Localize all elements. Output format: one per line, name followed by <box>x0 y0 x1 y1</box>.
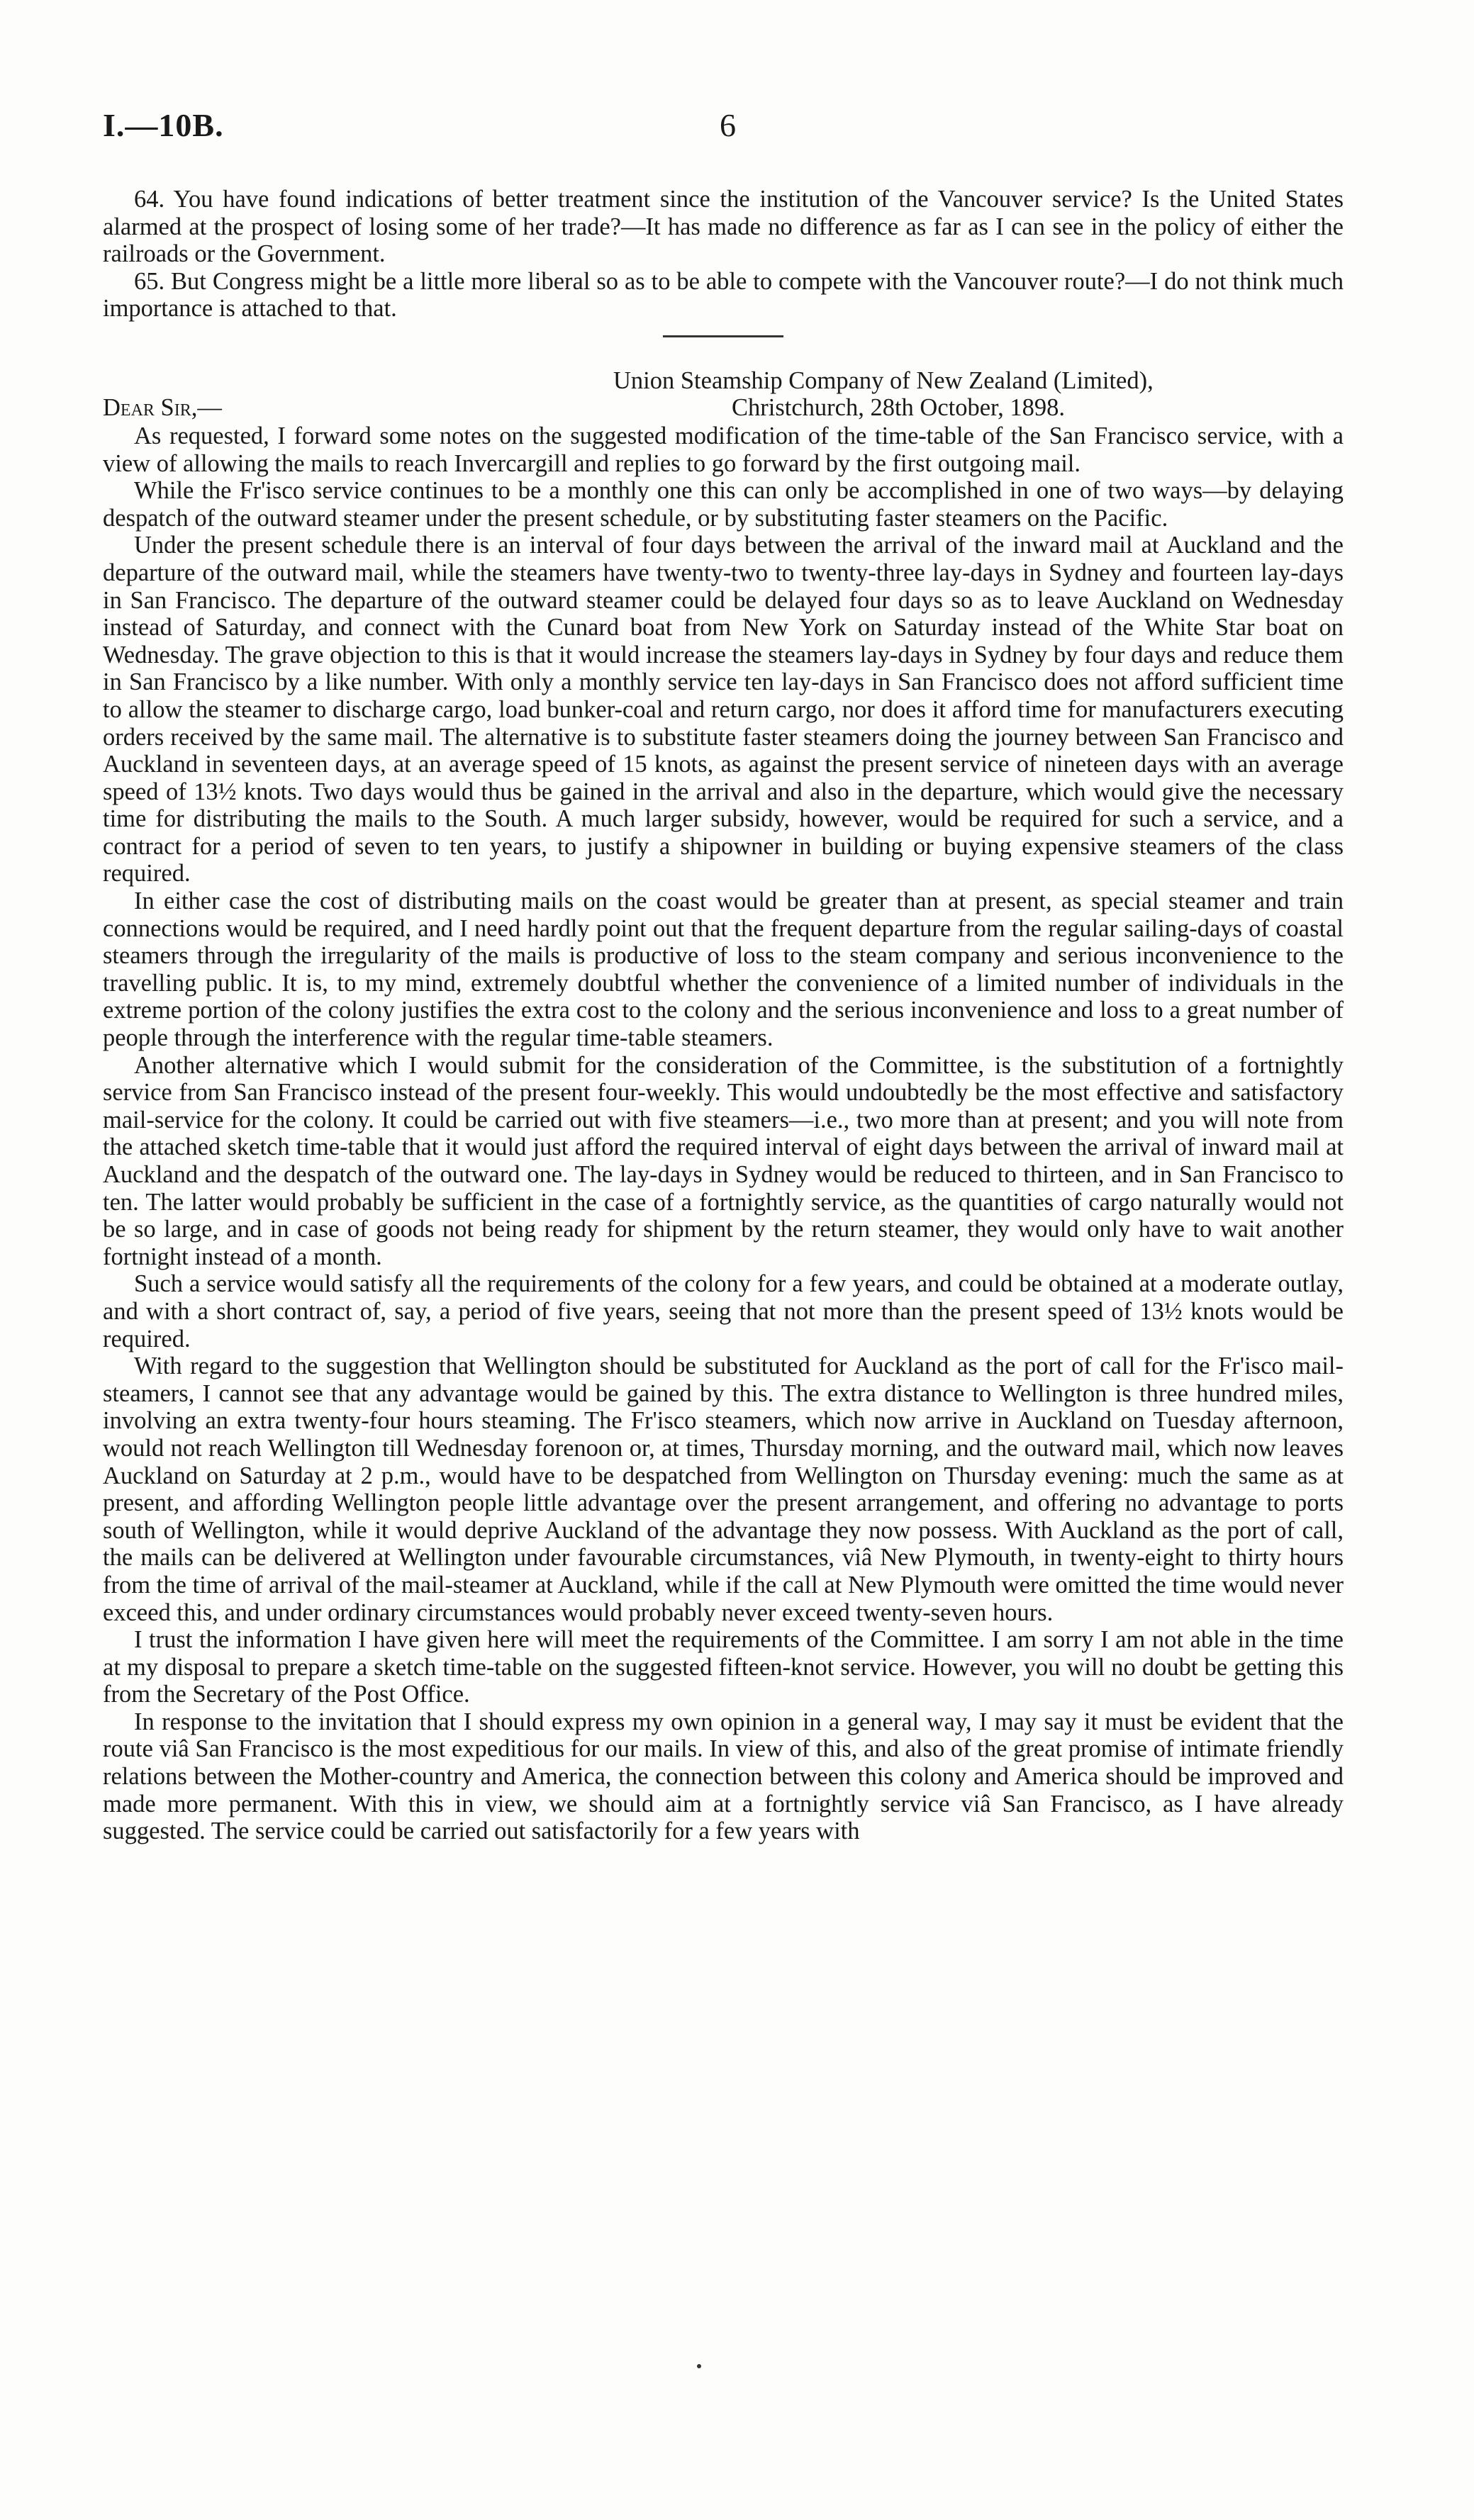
letter-place-date: Christchurch, 28th October, 1898. <box>732 393 1066 421</box>
letter-paragraph: Another alternative which I would submit for the consideration of the Committee, is the substitution of a fortnightly service from San Francisco instead of the present four-weekly. This would undoubtedly be the most effective and satisfactory mail-service for the colony. It could be carried out with five steamers—i.e., two more than at present; and you will note from the attached sketch time-table that it would just afford the required interval of eight days between the arrival of inward mail at Auckland and the despatch of the outward one. The lay-days in Sydney would be reduced to thirteen, and in San Francisco to ten. The latter would probably be sufficient in the case of a fortnightly service, as the quantities of cargo naturally would not be so large, and in case of goods not being ready for shipment by the return steamer, they would only have to wait another fortnight instead of a month. <box>103 1051 1344 1270</box>
print-mark <box>697 2364 701 2368</box>
letter-heading <box>103 367 1344 422</box>
section-divider <box>663 335 783 337</box>
letter-paragraph: While the Fr'isco service continues to be a monthly one this can only be accomplished in one of two ways—by delaying despatch of the outward steamer under the present schedule, or by substituting faster steamers on the Pacific. <box>103 477 1344 532</box>
letter-paragraph: I trust the information I have given here will meet the requirements of the Committee. I am sorry I am not able in the time at my disposal to prepare a sketch time-table on the suggested fifteen-knot service. However, you will no doubt be getting this from the Secretary of the Post Office. <box>103 1626 1344 1708</box>
page-body <box>103 186 1344 1845</box>
letter-paragraph: Under the present schedule there is an interval of four days between the arrival of the inward mail at Auckland and the departure of the outward mail, while the steamers have twenty-two to twenty-three lay-days in Sydney and fourteen lay-days in San Francisco. The departure of the outward steamer could be delayed four days so as to leave Auckland on Wednesday instead of Saturday, and connect with the Cunard boat from New York on Saturday instead of the White Star boat on Wednesday. The grave objection to this is that it would increase the steamers lay-days in Sydney by four days and reduce them in San Francisco by a like number. With only a monthly service ten lay-days in San Francisco does not afford sufficient time to allow the steamer to discharge cargo, load bunker-coal and return cargo, nor does it afford time for manufacturers executing orders received by the same mail. The alternative is to substitute faster steamers doing the journey between San Francisco and Auckland in seventeen days, at an average speed of 15 knots, as against the present service of nineteen days with an average speed of 13½ knots. Two days would thus be gained in the arrival and also in the departure, which would give the necessary time for distributing the mails to the South. A much larger subsidy, however, would be required for such a service, and a contract for a period of seven to ten years, to justify a shipowner in building or buying expensive steamers of the class required. <box>103 532 1344 887</box>
salutation: Dear Sir,— <box>103 393 222 421</box>
document-reference: I.—10B. <box>103 107 224 143</box>
question-answer-64: 64. You have found indications of better treatment since the institution of the Vancouver service? Is the United States alarmed at the prospect of losing some of her trade?—It has made no difference as far as I can see in the policy of either the railroads or the Government. <box>103 186 1344 268</box>
page-header <box>103 106 1336 149</box>
letter-paragraph: As requested, I forward some notes on the suggested modification of the time-table of the San Francisco service, with a view of allowing the mails to reach Invercargill and replies to go forward by the first outgoing mail. <box>103 422 1344 477</box>
letter-paragraph: In either case the cost of distributing mails on the coast would be greater than at present, as special steamer and train connections would be required, and I need hardly point out that the frequent departure from the regular sailing-days of coastal steamers through the irregularity of the mails is productive of loss to the steam company and serious inconvenience to the travelling public. It is, to my mind, extremely doubtful whether the convenience of a limited number of individuals in the extreme portion of the colony justifies the extra cost to the colony and the serious inconvenience and loss to a great number of people through the interference with the regular time-table steamers. <box>103 887 1344 1052</box>
page-number: 6 <box>720 107 736 143</box>
sender-address: Union Steamship Company of New Zealand (Limited), <box>613 366 1154 394</box>
letter-paragraph: In response to the invitation that I should express my own opinion in a general way, I may say it must be evident that the route viâ San Francisco is the most expeditious for our mails. In view of this, and also of the great promise of intimate friendly relations between the Mother-country and America, the connection between this colony and America should be improved and made more permanent. With this in view, we should aim at a fortnightly service viâ San Francisco, as I have already suggested. The service could be carried out satisfactorily for a few years with <box>103 1708 1344 1845</box>
letter-paragraph: With regard to the suggestion that Wellington should be substituted for Auckland as the port of call for the Fr'isco mail-steamers, I cannot see that any advantage would be gained by this. The extra distance to Wellington is three hundred miles, involving an extra twenty-four hours steaming. The Fr'isco steamers, which now arrive in Auckland on Tuesday afternoon, would not reach Wellington till Wednesday forenoon or, at times, Thursday morning, and the outward mail, which now leaves Auckland on Saturday at 2 p.m., would have to be despatched from Wellington on Thursday evening: much the same as at present, and affording Wellington people little advantage over the present arrangement, and offering no advantage to ports south of Wellington, while it would deprive Auckland of the advantage they now possess. With Auckland as the port of call, the mails can be delivered at Wellington under favourable circumstances, viâ New Plymouth, in twenty-eight to thirty hours from the time of arrival of the mail-steamer at Auckland, while if the call at New Plymouth were omitted the time would never exceed this, and under ordinary circumstances would probably never exceed twenty-seven hours. <box>103 1353 1344 1626</box>
letter-paragraph: Such a service would satisfy all the requirements of the colony for a few years, and could be obtained at a moderate outlay, and with a short contract of, say, a period of five years, seeing that not more than the present speed of 13½ knots would be required. <box>103 1270 1344 1353</box>
question-answer-65: 65. But Congress might be a little more liberal so as to be able to compete with the Vancouver route?—I do not think much importance is attached to that. <box>103 267 1344 323</box>
